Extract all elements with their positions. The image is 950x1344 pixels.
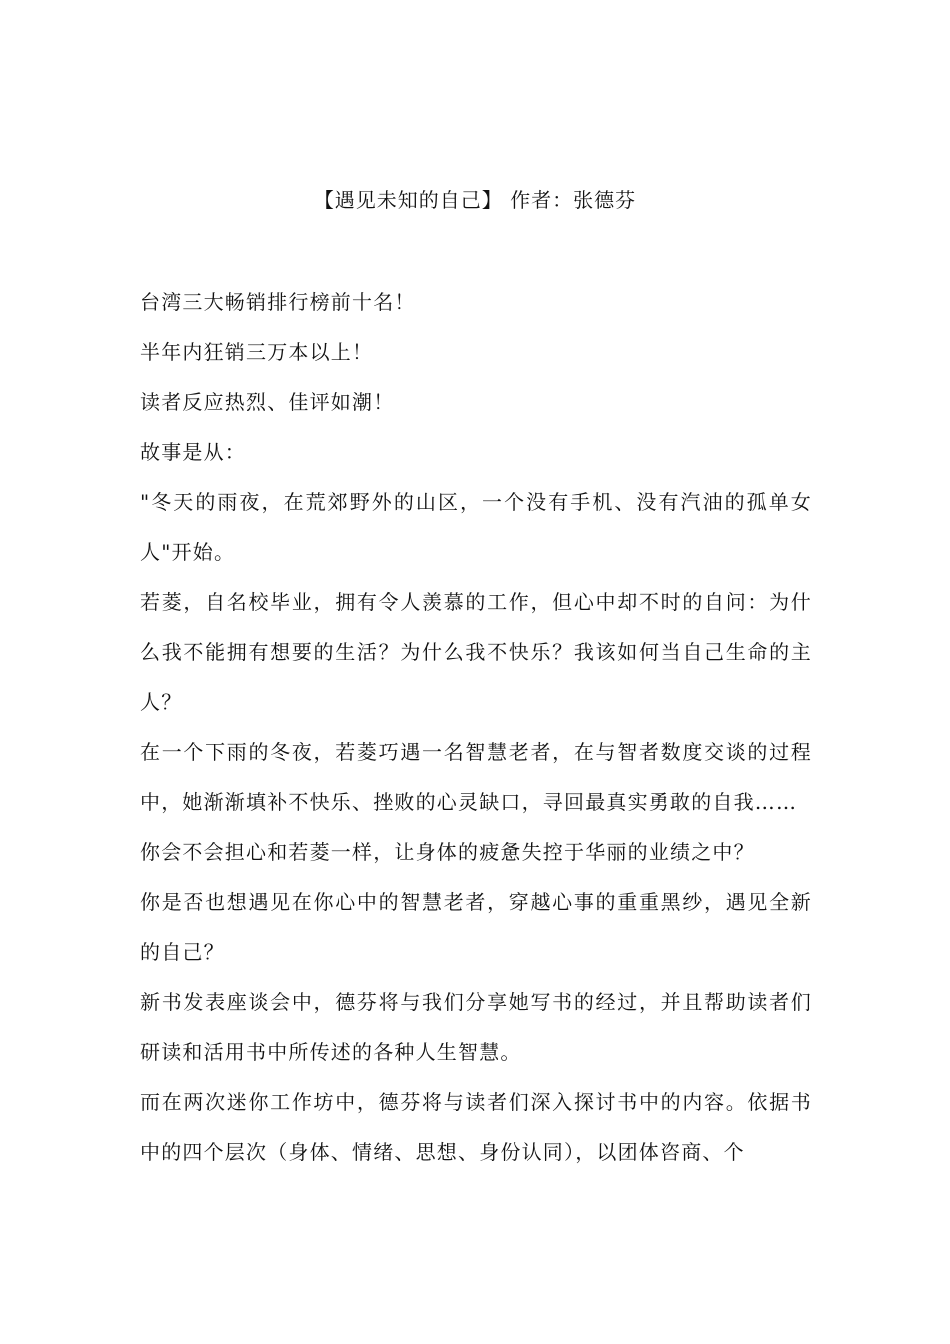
- paragraph: 你会不会担心和若菱一样，让身体的疲惫失控于华丽的业绩之中？: [140, 840, 755, 864]
- paragraph: 台湾三大畅销排行榜前十名！: [140, 290, 416, 314]
- paragraph: 而在两次迷你工作坊中，德芬将与读者们深入探讨书中的内容。依据书中的四个层次（身体、情绪、思想、身份认同），以团体咨商、个: [140, 1090, 812, 1164]
- document-title: 【遇见未知的自己】 作者：张德芬: [313, 188, 637, 212]
- paragraph: 故事是从：: [140, 440, 246, 464]
- paragraph: 你是否也想遇见在你心中的智慧老者，穿越心事的重重黑纱，遇见全新的自己？: [140, 890, 812, 964]
- paragraph: 在一个下雨的冬夜，若菱巧遇一名智慧老者，在与智者数度交谈的过程中，她渐渐填补不快乐、挫败的心灵缺口，寻回最真实勇敢的自我……: [140, 740, 812, 814]
- paragraph: 新书发表座谈会中，德芬将与我们分享她写书的经过，并且帮助读者们研读和活用书中所传述的各种人生智慧。: [140, 990, 812, 1064]
- paragraph: 读者反应热烈、佳评如潮！: [140, 390, 395, 414]
- paragraph: 半年内狂销三万本以上！: [140, 340, 374, 364]
- document-body: [140, 277, 812, 1177]
- paragraph: "冬天的雨夜，在荒郊野外的山区，一个没有手机、没有汽油的孤单女人"开始。: [140, 490, 812, 564]
- paragraph: 若菱，自名校毕业，拥有令人羡慕的工作，但心中却不时的自问：为什么我不能拥有想要的生活？为什么我不快乐？我该如何当自己生命的主人？: [140, 590, 812, 714]
